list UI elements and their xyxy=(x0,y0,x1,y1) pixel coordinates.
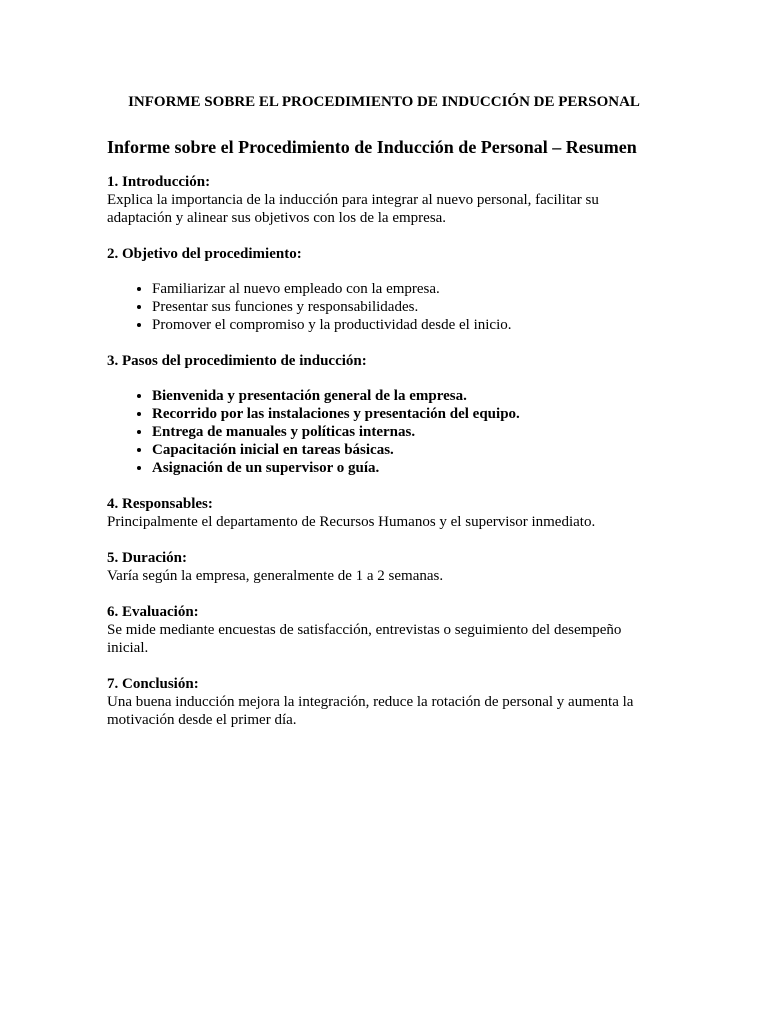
document-title: INFORME SOBRE EL PROCEDIMIENTO DE INDUCCIÓN DE PERSONAL xyxy=(128,94,640,110)
document-subtitle: Informe sobre el Procedimiento de Inducción de Personal – Resumen xyxy=(107,137,637,157)
list-item: • Promover el compromiso y la productividad desde el inicio. xyxy=(152,316,647,334)
section-introduction xyxy=(107,173,647,227)
section-responsible xyxy=(107,495,647,531)
document-page xyxy=(107,93,647,729)
section-text: Principalmente el departamento de Recursos Humanos y el supervisor inmediato. xyxy=(107,514,596,530)
objective-list xyxy=(107,280,647,334)
section-evaluation xyxy=(107,603,647,657)
list-item: • Asignación de un supervisor o guía. xyxy=(152,459,647,477)
list-item: • Capacitación inicial en tareas básicas. xyxy=(152,441,647,459)
section-conclusion xyxy=(107,675,647,729)
list-item: • Entrega de manuales y políticas internas. xyxy=(152,423,647,441)
list-item: • Recorrido por las instalaciones y presentación del equipo. xyxy=(152,405,647,423)
section-objective xyxy=(107,245,647,334)
section-heading: 1. Introducción: xyxy=(107,174,211,190)
section-heading: 3. Pasos del procedimiento de inducción: xyxy=(107,353,367,369)
section-heading: 6. Evaluación: xyxy=(107,604,199,620)
section-text: Se mide mediante encuestas de satisfacción, entrevistas o seguimiento del desempeño inicial. xyxy=(107,622,622,656)
section-heading: 2. Objetivo del procedimiento: xyxy=(107,246,302,262)
list-item: • Familiarizar al nuevo empleado con la empresa. xyxy=(152,280,647,298)
section-heading: 4. Responsables: xyxy=(107,496,213,512)
section-steps xyxy=(107,352,647,477)
section-text: Una buena inducción mejora la integración, reduce la rotación de personal y aumenta la motivación desde el primer día. xyxy=(107,694,634,728)
list-item: • Presentar sus funciones y responsabilidades. xyxy=(152,298,647,316)
steps-list xyxy=(107,387,647,477)
section-heading: 5. Duración: xyxy=(107,550,187,566)
list-item: • Bienvenida y presentación general de la empresa. xyxy=(152,387,647,405)
section-heading: 7. Conclusión: xyxy=(107,676,199,692)
section-duration xyxy=(107,549,647,585)
section-text: Varía según la empresa, generalmente de 1 a 2 semanas. xyxy=(107,568,444,584)
section-text: Explica la importancia de la inducción para integrar al nuevo personal, facilitar su adaptación y alinear sus objetivos con los de la empresa. xyxy=(107,192,599,226)
